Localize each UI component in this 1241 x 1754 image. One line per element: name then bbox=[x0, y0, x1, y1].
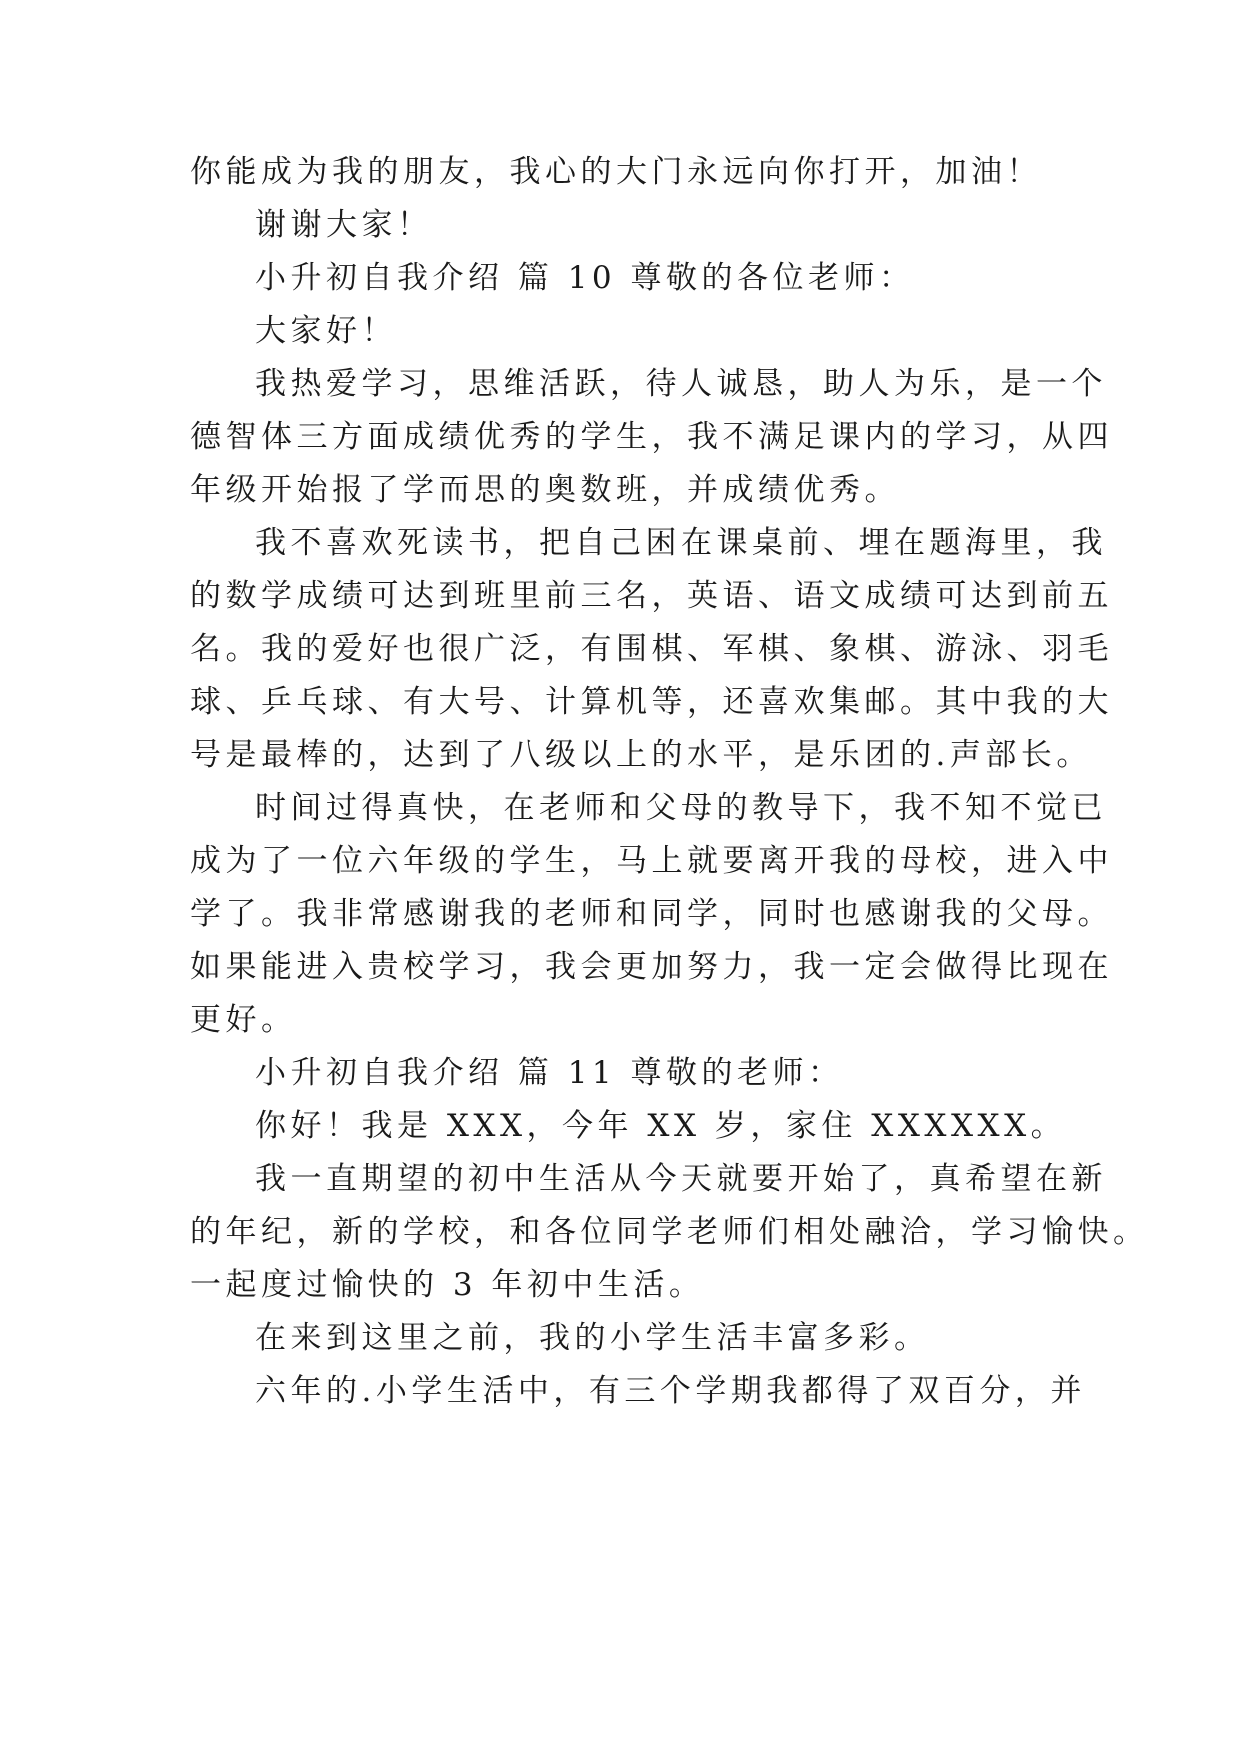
text-line: 你能成为我的朋友，我心的大门永远向你打开，加油！ bbox=[190, 154, 1042, 190]
text-line: 年级开始报了学而思的奥数班，并成绩优秀。 bbox=[190, 472, 900, 508]
text-line: 谢谢大家！ bbox=[255, 207, 433, 243]
text-line: 我一直期望的初中生活从今天就要开始了，真希望在新 bbox=[255, 1161, 1107, 1197]
text-line: 名。我的爱好也很广泛，有围棋、军棋、象棋、游泳、羽毛 bbox=[190, 631, 1113, 667]
text-line: 大家好！ bbox=[255, 313, 397, 349]
text-line: 六年的.小学生活中，有三个学期我都得了双百分，并 bbox=[255, 1373, 1086, 1409]
text-line: 在来到这里之前，我的小学生活丰富多彩。 bbox=[255, 1320, 930, 1356]
text-line: 如果能进入贵校学习，我会更加努力，我一定会做得比现在 bbox=[190, 949, 1113, 985]
text-line: 的年纪，新的学校，和各位同学老师们相处融洽，学习愉快。 bbox=[190, 1214, 1149, 1250]
text-line: 成为了一位六年级的学生，马上就要离开我的母校，进入中 bbox=[190, 843, 1113, 879]
text-line: 德智体三方面成绩优秀的学生，我不满足课内的学习，从四 bbox=[190, 419, 1113, 455]
section-heading: 小升初自我介绍 篇 11 尊敬的老师： bbox=[255, 1055, 844, 1091]
text-line: 的数学成绩可达到班里前三名，英语、语文成绩可达到前五 bbox=[190, 578, 1113, 614]
section-heading: 小升初自我介绍 篇 10 尊敬的各位老师： bbox=[255, 260, 915, 296]
text-line: 号是最棒的，达到了八级以上的水平，是乐团的.声部长。 bbox=[190, 737, 1092, 773]
text-line: 我热爱学习，思维活跃，待人诚恳，助人为乐，是一个 bbox=[255, 366, 1107, 402]
text-line: 更好。 bbox=[190, 1002, 297, 1038]
text-line: 一起度过愉快的 3 年初中生活。 bbox=[190, 1267, 705, 1303]
text-line: 我不喜欢死读书，把自己困在课桌前、埋在题海里，我 bbox=[255, 525, 1107, 561]
text-line: 学了。我非常感谢我的老师和同学，同时也感谢我的父母。 bbox=[190, 896, 1113, 932]
text-line: 时间过得真快，在老师和父母的教导下，我不知不觉已 bbox=[255, 790, 1107, 826]
text-line: 你好！我是 XXX，今年 XX 岁，家住 XXXXXX。 bbox=[255, 1108, 1067, 1144]
text-line: 球、乒乓球、有大号、计算机等，还喜欢集邮。其中我的大 bbox=[190, 684, 1113, 720]
